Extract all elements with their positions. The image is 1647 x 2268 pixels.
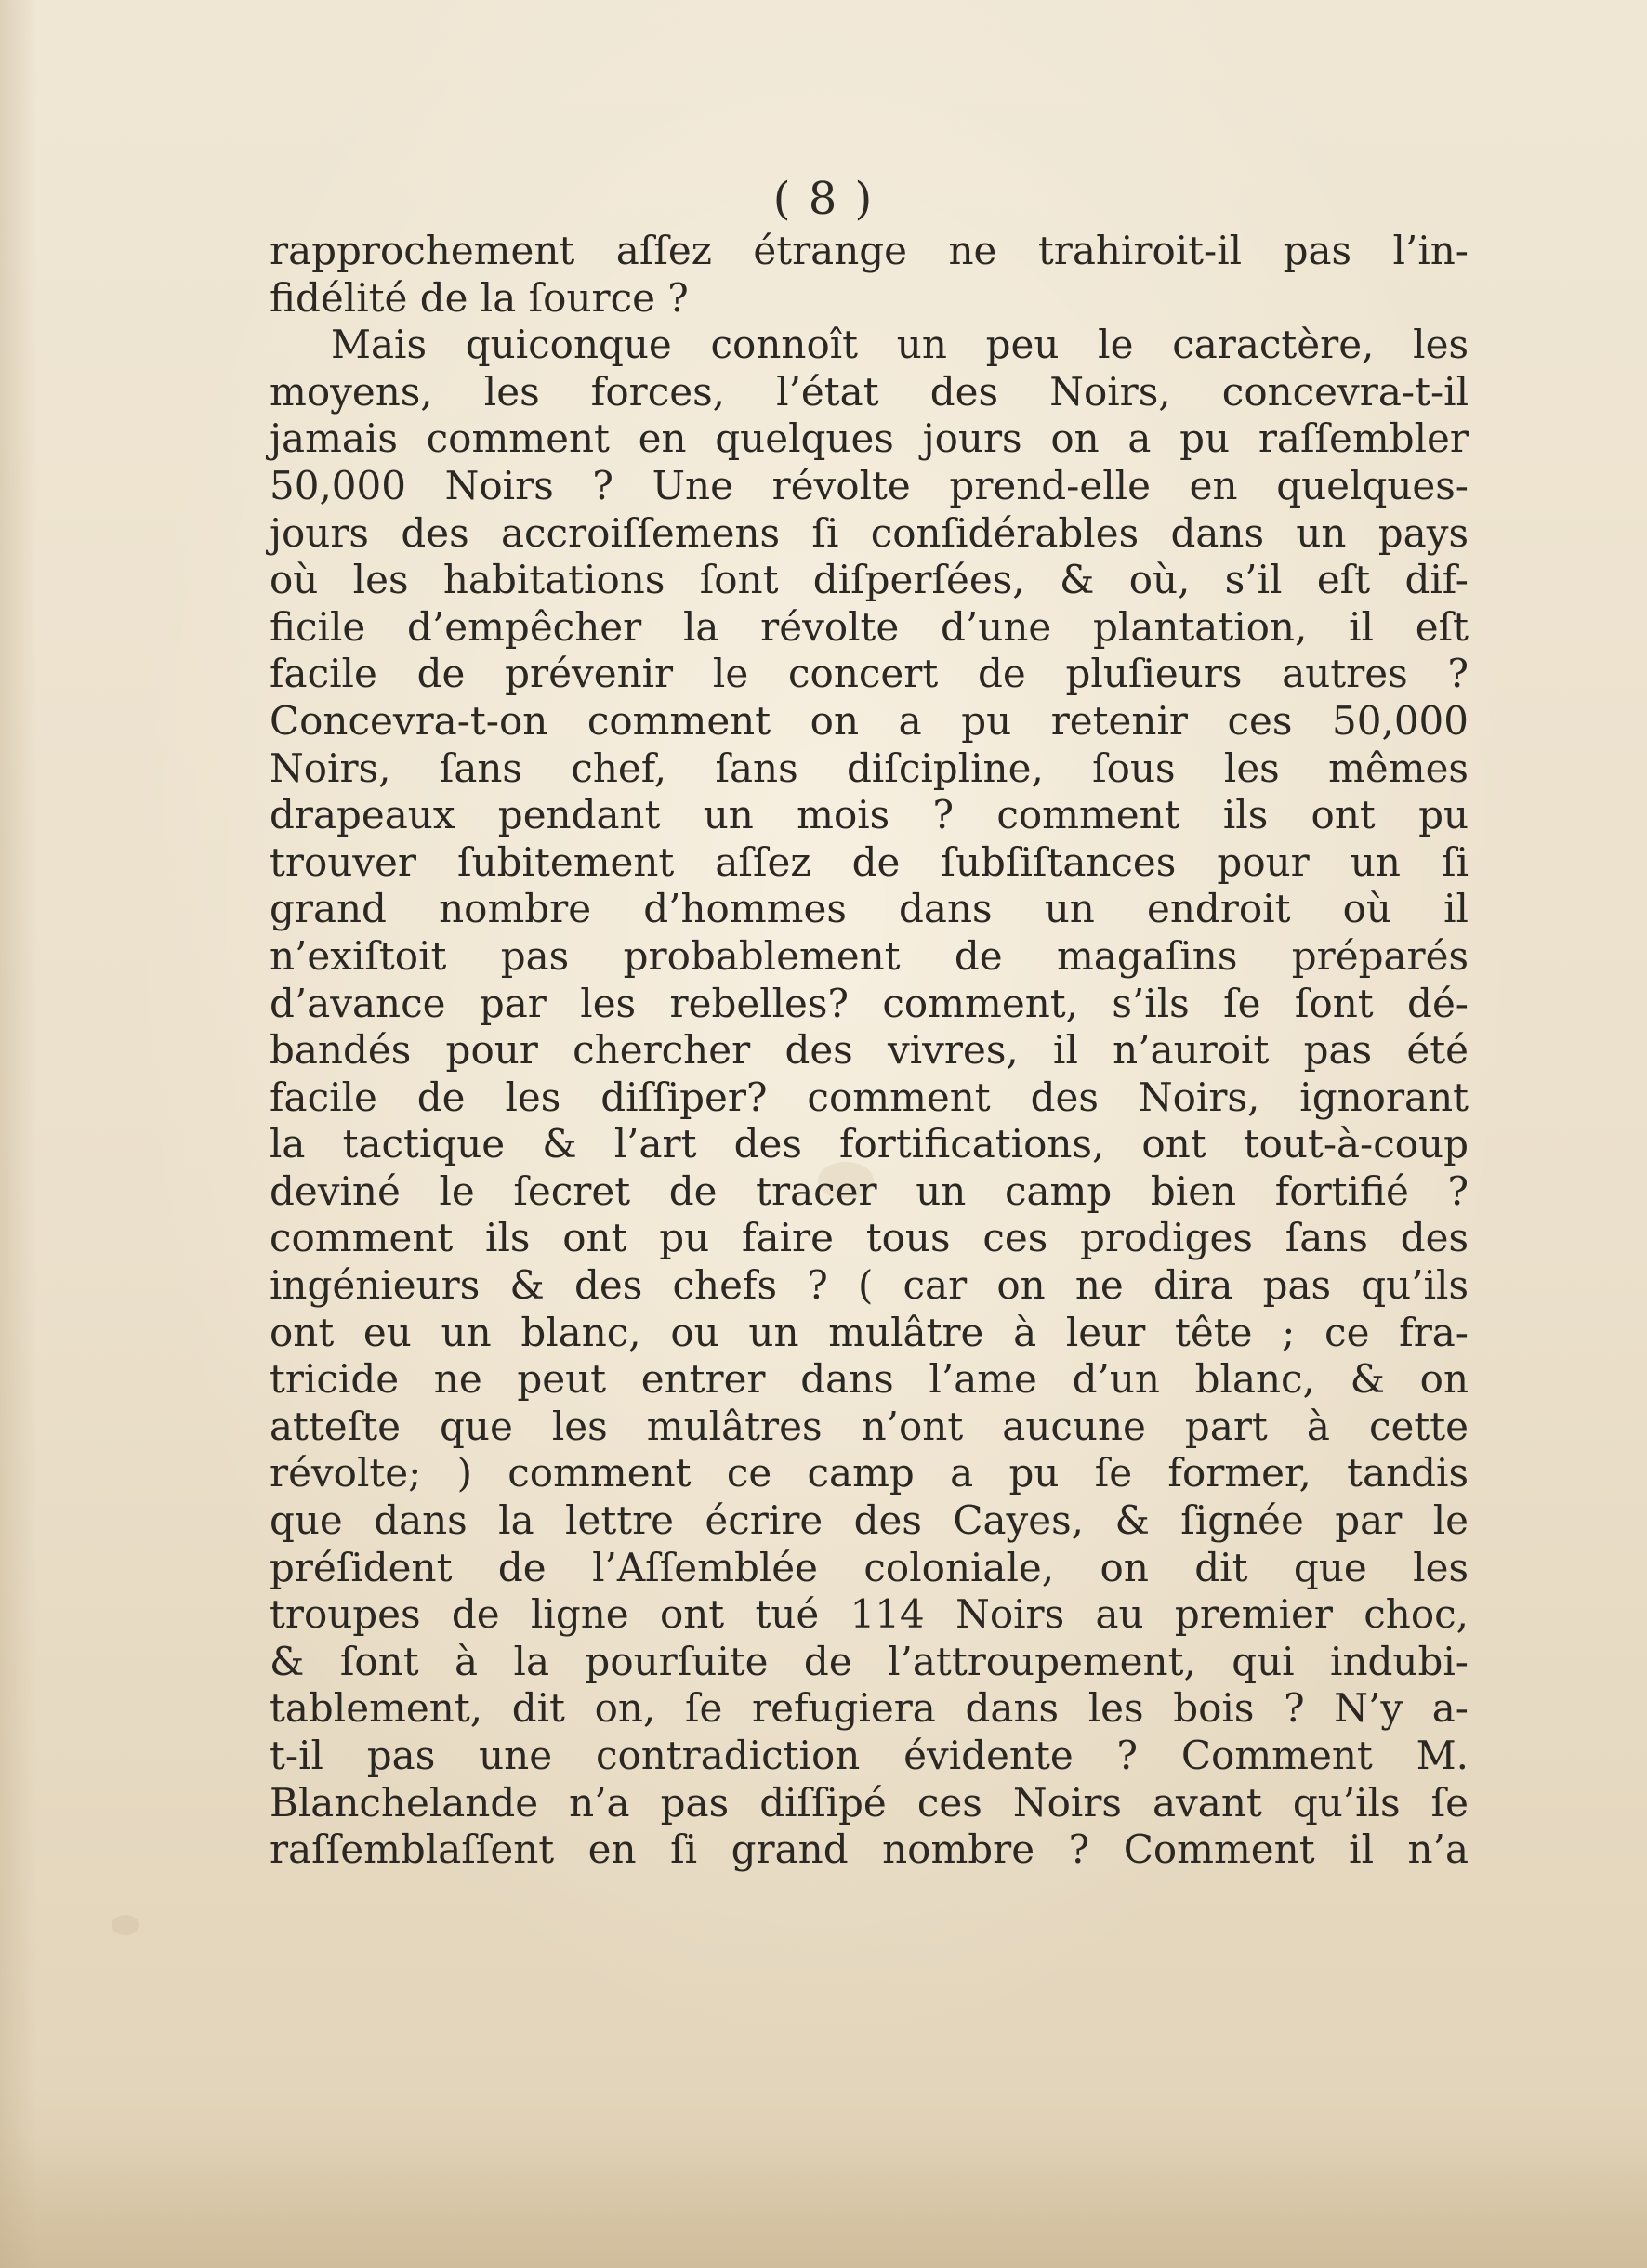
- body-text: [270, 228, 1469, 1874]
- text-line: Concevra-t-on comment on a pu retenir ces 50,000: [270, 697, 1469, 744]
- text-line: révolte; ) comment ce camp a pu ſe former, tandis: [270, 1450, 1469, 1497]
- text-line: tablement, dit on, ſe refugiera dans les bois ? N’y a-: [270, 1685, 1469, 1732]
- text-line: que dans la lettre écrire des Cayes, & ſignée par le: [270, 1497, 1469, 1544]
- text-line: & ſont à la pourſuite de l’attroupement, qui indubi-: [270, 1638, 1469, 1684]
- text-line: ont eu un blanc, ou un mulâtre à leur tête ; ce fra-: [270, 1309, 1469, 1355]
- text-line: 50,000 Noirs ? Une révolte prend-elle en quelques-: [270, 462, 1469, 508]
- page-number: ( 8 ): [772, 173, 875, 225]
- text-line: ingénieurs & des chefs ? ( car on ne dira pas qu’ils: [270, 1262, 1469, 1309]
- page-edge-shadow-left: [0, 0, 37, 2268]
- text-line: rapprochement aſſez étrange ne trahiroit-il pas l’in-: [270, 228, 1469, 273]
- text-line: n’exiſtoit pas probablement de magaſins préparés: [270, 932, 1469, 979]
- paper-spot: [112, 1915, 139, 1935]
- text-line: jamais comment en quelques jours on a pu raſſembler: [270, 415, 1469, 462]
- text-line: d’avance par les rebelles? comment, s’ils ſe ſont dé-: [270, 980, 1469, 1026]
- text-line: facile de prévenir le concert de pluſieurs autres ?: [270, 651, 1469, 697]
- text-line: troupes de ligne ont tué 114 Noirs au premier choc,: [270, 1591, 1469, 1638]
- text-line: Blanchelande n’a pas diſſipé ces Noirs avant qu’ils ſe: [270, 1779, 1469, 1826]
- text-line: fidélité de la ſource ?: [270, 274, 689, 321]
- page-edge-shadow-bottom: [0, 2138, 1647, 2268]
- text-line: t-il pas une contradiction évidente ? Comment M.: [270, 1733, 1469, 1778]
- text-line: jours des accroiſſemens ſi conſidérables dans un pays: [270, 509, 1469, 556]
- text-line: raſſemblaſſent en ſi grand nombre ? Comment il n’a: [270, 1826, 1469, 1873]
- text-line: atteſte que les mulâtres n’ont aucune part à cette: [270, 1403, 1469, 1449]
- text-line: trouver ſubitement aſſez de ſubſiſtances pour un ſi: [270, 838, 1469, 885]
- text-line: drapeaux pendant un mois ? comment ils ont pu: [270, 792, 1469, 838]
- text-line: comment ils ont pu faire tous ces prodiges ſans des: [270, 1215, 1469, 1261]
- text-line: préſident de l’Aſſemblée coloniale, on dit que les: [270, 1544, 1469, 1590]
- text-line: où les habitations ſont diſperſées, & où, s’il eſt dif-: [270, 557, 1469, 603]
- text-line: ficile d’empêcher la révolte d’une plantation, il eſt: [270, 603, 1469, 650]
- text-line: facile de les diſſiper? comment des Noirs, ignorant: [270, 1074, 1469, 1120]
- text-line: deviné le ſecret de tracer un camp bien fortifié ?: [270, 1167, 1469, 1214]
- text-line: Mais quiconque connoît un peu le caractère, les: [331, 322, 1469, 368]
- text-line: grand nombre d’hommes dans un endroit où il: [270, 886, 1469, 932]
- text-line: la tactique & l’art des fortifications, ont tout-à-coup: [270, 1121, 1469, 1167]
- text-line: moyens, les forces, l’état des Noirs, concevra-t-il: [270, 368, 1469, 415]
- text-line: tricide ne peut entrer dans l’ame d’un blanc, & on: [270, 1356, 1469, 1403]
- text-line: Noirs, ſans chef, ſans diſcipline, ſous les mêmes: [270, 745, 1469, 791]
- text-line: bandés pour chercher des vivres, il n’auroit pas été: [270, 1027, 1469, 1074]
